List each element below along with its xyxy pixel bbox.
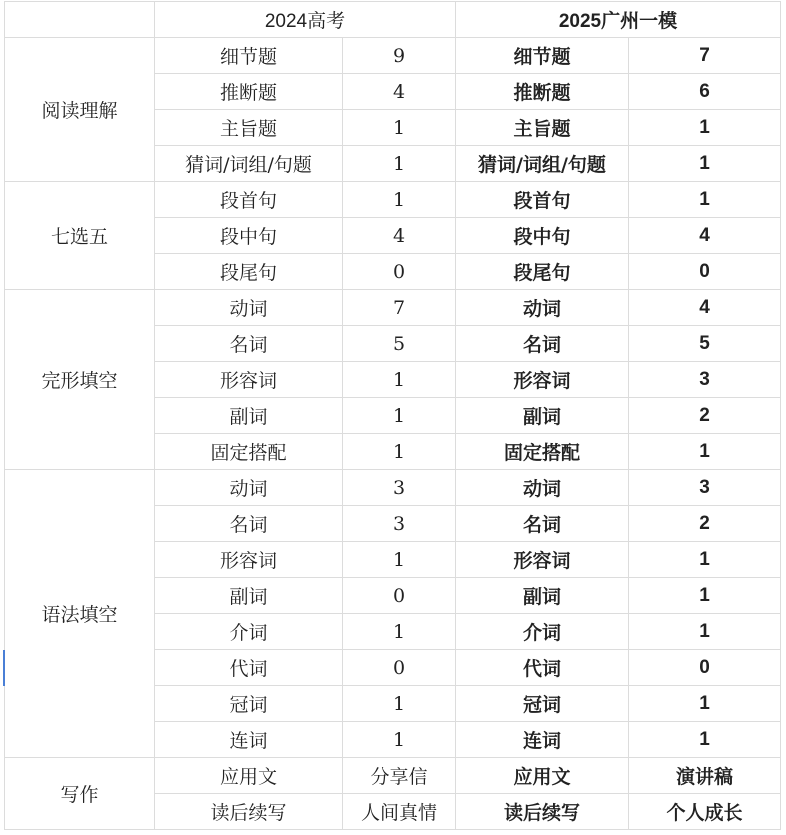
type-2025-cell[interactable]: 名词 <box>456 326 629 362</box>
header-row <box>5 2 781 38</box>
comparison-table <box>4 1 781 830</box>
category-cell[interactable]: 语法填空 <box>5 470 155 758</box>
type-2025-cell[interactable]: 连词 <box>456 722 629 758</box>
type-2025-cell[interactable]: 段尾句 <box>456 254 629 290</box>
type-2024-cell[interactable]: 名词 <box>155 326 343 362</box>
type-2024-cell[interactable]: 细节题 <box>155 38 343 74</box>
type-2024-cell[interactable]: 冠词 <box>155 686 343 722</box>
type-2024-cell[interactable]: 副词 <box>155 398 343 434</box>
table-row <box>5 182 781 218</box>
type-2024-cell[interactable]: 形容词 <box>155 542 343 578</box>
count-2025-cell[interactable]: 1 <box>629 686 781 722</box>
header-empty-cell[interactable] <box>5 2 155 38</box>
count-2025-cell[interactable]: 4 <box>629 218 781 254</box>
type-2025-cell[interactable]: 副词 <box>456 398 629 434</box>
type-2025-cell[interactable]: 主旨题 <box>456 110 629 146</box>
type-2024-cell[interactable]: 应用文 <box>155 758 343 794</box>
count-2025-cell[interactable]: 1 <box>629 146 781 182</box>
type-2025-cell[interactable]: 形容词 <box>456 362 629 398</box>
count-2025-cell[interactable]: 6 <box>629 74 781 110</box>
count-2025-cell[interactable]: 2 <box>629 398 781 434</box>
type-2025-cell[interactable]: 应用文 <box>456 758 629 794</box>
type-2024-cell[interactable]: 动词 <box>155 290 343 326</box>
count-2024-cell[interactable]: 1 <box>343 542 456 578</box>
count-2025-cell[interactable]: 1 <box>629 110 781 146</box>
count-2025-cell[interactable]: 个人成长 <box>629 794 781 830</box>
type-2025-cell[interactable]: 细节题 <box>456 38 629 74</box>
type-2025-cell[interactable]: 推断题 <box>456 74 629 110</box>
count-2024-cell[interactable]: 分享信 <box>343 758 456 794</box>
count-2024-cell[interactable]: 4 <box>343 74 456 110</box>
count-2024-cell[interactable]: 9 <box>343 38 456 74</box>
type-2024-cell[interactable]: 主旨题 <box>155 110 343 146</box>
header-2024[interactable]: 2024高考 <box>155 2 456 38</box>
type-2025-cell[interactable]: 动词 <box>456 470 629 506</box>
count-2024-cell[interactable]: 4 <box>343 218 456 254</box>
type-2025-cell[interactable]: 段中句 <box>456 218 629 254</box>
count-2024-cell[interactable]: 1 <box>343 362 456 398</box>
type-2025-cell[interactable]: 猜词/词组/句题 <box>456 146 629 182</box>
count-2024-cell[interactable]: 1 <box>343 722 456 758</box>
type-2025-cell[interactable]: 读后续写 <box>456 794 629 830</box>
type-2025-cell[interactable]: 动词 <box>456 290 629 326</box>
count-2025-cell[interactable]: 1 <box>629 542 781 578</box>
table-row <box>5 758 781 794</box>
type-2024-cell[interactable]: 代词 <box>155 650 343 686</box>
type-2024-cell[interactable]: 介词 <box>155 614 343 650</box>
count-2025-cell[interactable]: 0 <box>629 254 781 290</box>
category-cell[interactable]: 阅读理解 <box>5 38 155 182</box>
count-2024-cell[interactable]: 1 <box>343 146 456 182</box>
count-2024-cell[interactable]: 1 <box>343 110 456 146</box>
type-2025-cell[interactable]: 代词 <box>456 650 629 686</box>
type-2024-cell[interactable]: 猜词/词组/句题 <box>155 146 343 182</box>
type-2024-cell[interactable]: 段尾句 <box>155 254 343 290</box>
count-2024-cell[interactable]: 1 <box>343 434 456 470</box>
count-2024-cell[interactable]: 0 <box>343 254 456 290</box>
category-cell[interactable]: 完形填空 <box>5 290 155 470</box>
count-2025-cell[interactable]: 2 <box>629 506 781 542</box>
table-row <box>5 38 781 74</box>
count-2025-cell[interactable]: 演讲稿 <box>629 758 781 794</box>
count-2024-cell[interactable]: 0 <box>343 650 456 686</box>
type-2025-cell[interactable]: 副词 <box>456 578 629 614</box>
type-2024-cell[interactable]: 名词 <box>155 506 343 542</box>
type-2025-cell[interactable]: 名词 <box>456 506 629 542</box>
header-2025[interactable]: 2025广州一模 <box>456 2 781 38</box>
count-2025-cell[interactable]: 1 <box>629 722 781 758</box>
count-2025-cell[interactable]: 3 <box>629 470 781 506</box>
count-2025-cell[interactable]: 4 <box>629 290 781 326</box>
table-body <box>5 2 781 830</box>
count-2024-cell[interactable]: 1 <box>343 686 456 722</box>
type-2024-cell[interactable]: 固定搭配 <box>155 434 343 470</box>
type-2024-cell[interactable]: 读后续写 <box>155 794 343 830</box>
count-2024-cell[interactable]: 0 <box>343 578 456 614</box>
count-2025-cell[interactable]: 0 <box>629 650 781 686</box>
type-2024-cell[interactable]: 动词 <box>155 470 343 506</box>
type-2024-cell[interactable]: 副词 <box>155 578 343 614</box>
type-2024-cell[interactable]: 段首句 <box>155 182 343 218</box>
count-2024-cell[interactable]: 人间真情 <box>343 794 456 830</box>
count-2024-cell[interactable]: 1 <box>343 182 456 218</box>
cell-selection-marker <box>3 650 5 686</box>
table-row <box>5 290 781 326</box>
type-2025-cell[interactable]: 冠词 <box>456 686 629 722</box>
type-2025-cell[interactable]: 形容词 <box>456 542 629 578</box>
type-2024-cell[interactable]: 推断题 <box>155 74 343 110</box>
table-row <box>5 470 781 506</box>
count-2025-cell[interactable]: 5 <box>629 326 781 362</box>
type-2025-cell[interactable]: 介词 <box>456 614 629 650</box>
type-2025-cell[interactable]: 固定搭配 <box>456 434 629 470</box>
count-2025-cell[interactable]: 3 <box>629 362 781 398</box>
count-2024-cell[interactable]: 7 <box>343 290 456 326</box>
count-2025-cell[interactable]: 7 <box>629 38 781 74</box>
count-2025-cell[interactable]: 1 <box>629 614 781 650</box>
type-2024-cell[interactable]: 形容词 <box>155 362 343 398</box>
count-2024-cell[interactable]: 1 <box>343 398 456 434</box>
count-2024-cell[interactable]: 3 <box>343 506 456 542</box>
type-2024-cell[interactable]: 段中句 <box>155 218 343 254</box>
type-2024-cell[interactable]: 连词 <box>155 722 343 758</box>
count-2025-cell[interactable]: 1 <box>629 434 781 470</box>
type-2025-cell[interactable]: 段首句 <box>456 182 629 218</box>
count-2024-cell[interactable]: 3 <box>343 470 456 506</box>
category-cell[interactable]: 写作 <box>5 758 155 830</box>
count-2024-cell[interactable]: 1 <box>343 614 456 650</box>
count-2025-cell[interactable]: 1 <box>629 182 781 218</box>
category-cell[interactable]: 七选五 <box>5 182 155 290</box>
count-2025-cell[interactable]: 1 <box>629 578 781 614</box>
count-2024-cell[interactable]: 5 <box>343 326 456 362</box>
